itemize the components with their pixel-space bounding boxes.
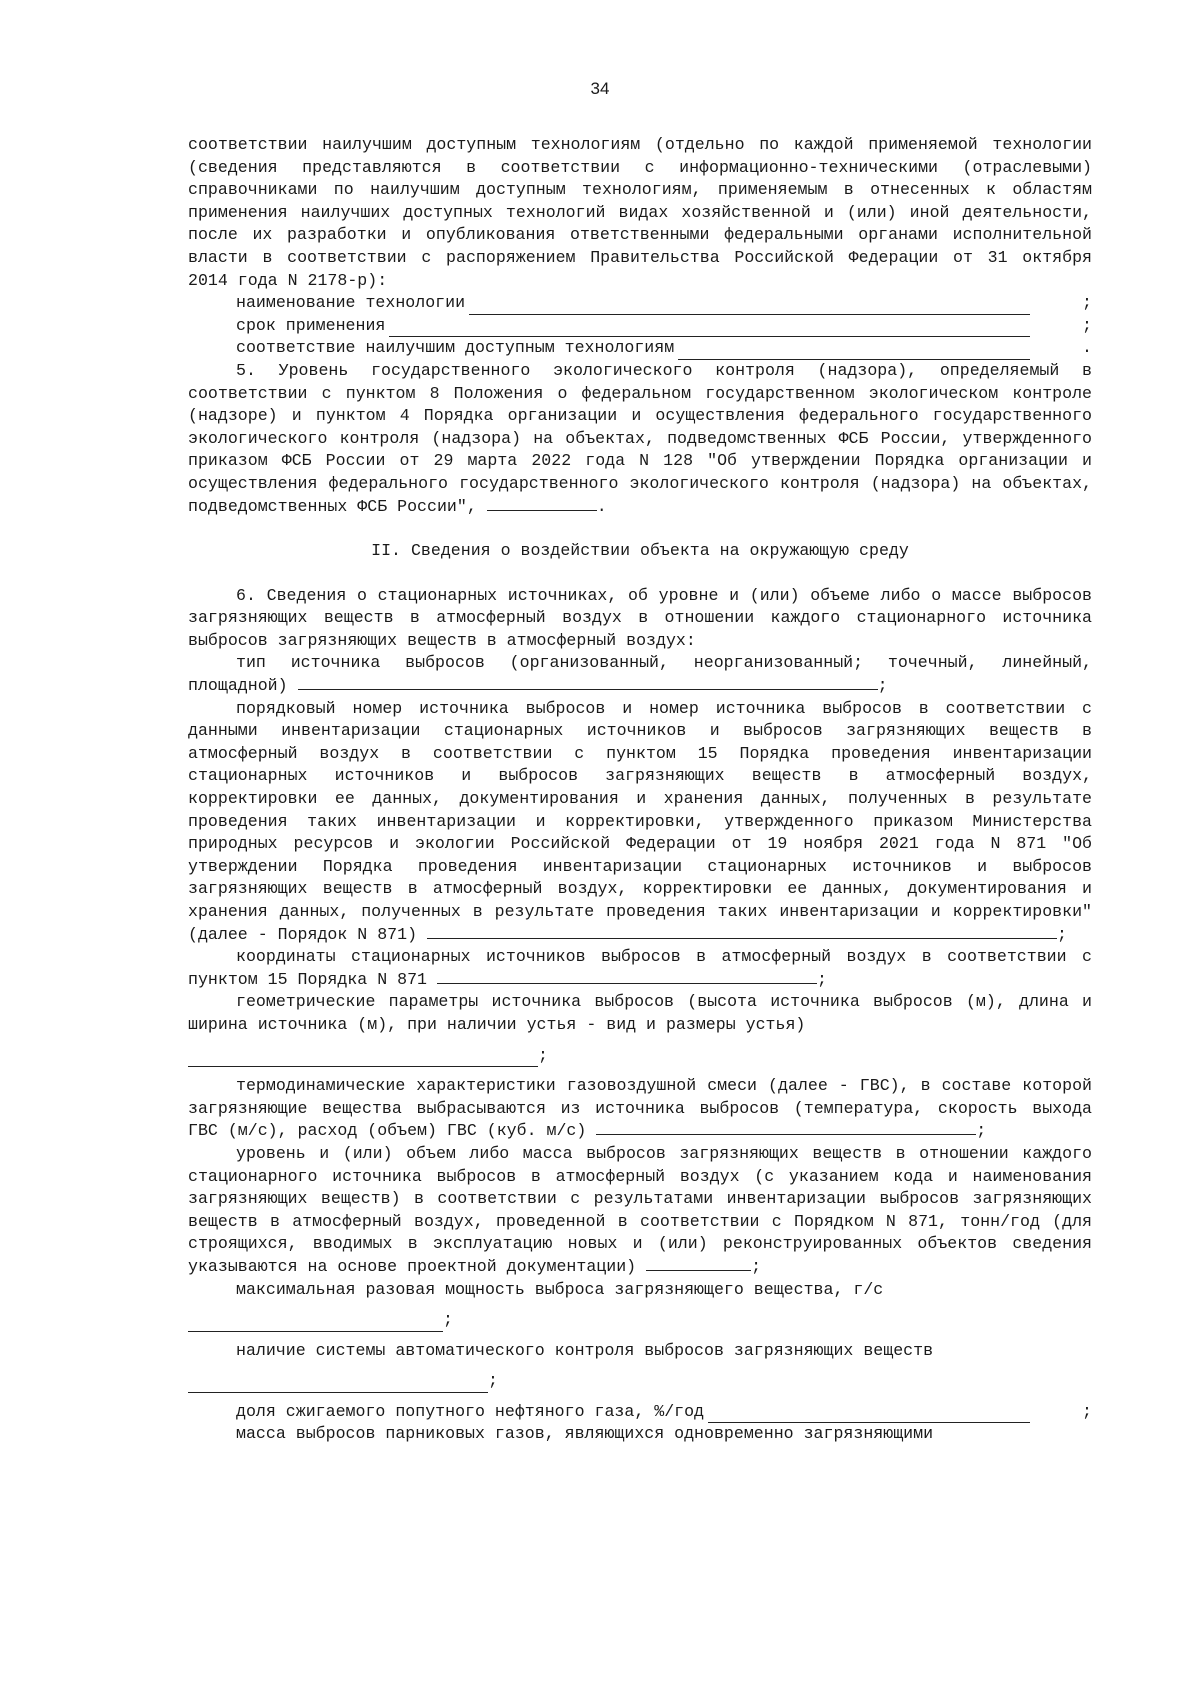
blank-line-geometry[interactable] xyxy=(188,1052,538,1067)
semicolon: ; xyxy=(488,1371,498,1391)
section-heading: II. Сведения о воздействии объекта на окружающую среду xyxy=(371,541,909,561)
page-number: 34 xyxy=(590,79,610,98)
field-label-gas-share: доля сжигаемого попутного нефтяного газа, %/год xyxy=(236,1401,705,1421)
blank-line-max-power[interactable] xyxy=(188,1317,443,1332)
field-label-bat-match: соответствие наилучшим доступным технологиям xyxy=(236,338,675,358)
document-body xyxy=(188,134,1092,1446)
field-emission-level xyxy=(188,1143,1092,1279)
field-row-tech-name xyxy=(188,292,1092,315)
semicolon: ; xyxy=(1082,1401,1092,1421)
semicolon: ; xyxy=(751,1256,762,1276)
field-max-power-blank xyxy=(188,1301,1092,1332)
field-geometry-blank xyxy=(188,1037,1092,1068)
blank-line-term[interactable] xyxy=(389,320,1030,337)
field-row-term xyxy=(188,315,1092,338)
field-label-source-type: тип источника выбросов (организованный, неорганизованный; точечный, линейный, площадной) xyxy=(188,653,1092,696)
paragraph-bat-intro: соответствии наилучшим доступным технологиям (отдельно по каждой применяемой технологии (сведения представляются в соответствии с информационно-техническими (отраслевыми) справочниками по наилучшим доступным технологиям, применяемым в отнесенных к областям применения наилучших доступных технологий видах хозяйственной и (или) иной деятельности, после их разработки и опубликования ответственными федеральными органами исполнительной власти в соответствии с распоряжением Правительства Российской Федерации от 31 октября 2014 года N 2178-р): xyxy=(188,135,1092,290)
field-row-gas-share xyxy=(188,1401,1092,1424)
field-auto-control: наличие системы автоматического контроля выбросов загрязняющих веществ xyxy=(236,1340,934,1360)
field-geometry: геометрические параметры источника выбросов (высота источника выбросов (м), длина и ширина источника (м), при наличии устья - вид и размеры устья) xyxy=(188,992,1092,1034)
paragraph-5 xyxy=(188,360,1092,518)
blank-line-serial-number[interactable] xyxy=(427,924,1057,939)
paragraph-5-text: 5. Уровень государственного экологического контроля (надзора), определяемый в соответствии с пунктом 8 Положения о федеральном государственном экологическом контроле (надзоре) и пунктом 4 Порядка организации и осуществления федерального государственного экологического контроля (надзора) на объектах, подведомственных ФСБ России, утвержденного приказом ФСБ России от 29 марта 2022 года N 128 "Об утверждении Порядка организации и осуществления федерального государственного экологического контроля (надзора) на объектах, подведомственных ФСБ России", xyxy=(188,360,1092,516)
field-thermo xyxy=(188,1075,1092,1143)
blank-line-control-level[interactable] xyxy=(487,496,597,511)
field-max-power: максимальная разовая мощность выброса загрязняющего вещества, г/с xyxy=(236,1279,884,1299)
paragraph-6: 6. Сведения о стационарных источниках, об уровне и (или) объеме либо о массе выбросов загрязняющих веществ в атмосферный воздух в отношении каждого стационарного источника выбросов загрязняющих веществ в атмосферный воздух: xyxy=(188,585,1092,650)
blank-line-bat-match[interactable] xyxy=(678,343,1030,360)
field-label-thermo: термодинамические характеристики газовоздушной смеси (далее - ГВС), в составе которой загрязняющие вещества выбрасываются из источника выбросов (температура, скорость выхода ГВС (м/с), расход (объем) ГВС (куб. м/с) xyxy=(188,1076,1092,1141)
field-label-serial-number: порядковый номер источника выбросов и номер источника выбросов в соответствии с данными инвентаризации стационарных источников и выбросов загрязняющих веществ в атмосферный воздух в соответствии с пунктом 15 Порядка проведения инвентаризации стационарных источников и выбросов загрязняющих веществ в атмосферный воздух, корректировки ее данных, документирования и хранения данных, полученных в результате проведения таких инвентаризации и корректировки, утвержденного приказом Министерства природных ресурсов и экологии Российской Федерации от 19 ноября 2021 года N 871 "Об утверждении Порядка проведения инвентаризации стационарных источников и выбросов загрязняющих веществ в атмосферный воздух, корректировки ее данных, документирования и хранения данных, полученных в результате проведения таких инвентаризации и корректировки" (далее - Порядок N 871) xyxy=(188,698,1092,944)
field-label-emission-level: уровень и (или) объем либо масса выбросов загрязняющих веществ в отношении каждого стационарного источника выбросов в атмосферный воздух (с указанием кода и наименования загрязняющих веществ) в соответствии с результатами инвентаризации выбросов загрязняющих веществ в атмосферный воздух, проведенной в соответствии с Порядком N 871, тонн/год (для строящихся, вводимых в эксплуатацию новых и (или) реконструированных объектов сведения указываются на основе проектной документации) xyxy=(188,1143,1092,1276)
semicolon: ; xyxy=(1082,315,1092,335)
blank-line-source-type[interactable] xyxy=(298,675,878,690)
blank-line-gas-share[interactable] xyxy=(708,1406,1030,1423)
field-label-term: срок применения xyxy=(236,315,386,335)
field-source-type xyxy=(188,652,1092,697)
semicolon: ; xyxy=(443,1310,453,1330)
semicolon: ; xyxy=(538,1045,548,1065)
field-coordinates xyxy=(188,946,1092,991)
field-auto-control-blank xyxy=(188,1362,1092,1393)
semicolon: ; xyxy=(976,1121,987,1141)
field-label-coordinates: координаты стационарных источников выбросов в атмосферный воздух в соответствии с пунктом 15 Порядка N 871 xyxy=(188,947,1092,989)
blank-line-thermo[interactable] xyxy=(596,1120,976,1135)
field-row-bat-match xyxy=(188,337,1092,360)
blank-line-coordinates[interactable] xyxy=(437,969,817,984)
semicolon: ; xyxy=(816,969,827,989)
field-label-tech-name: наименование технологии xyxy=(236,293,466,313)
blank-line-auto-control[interactable] xyxy=(188,1378,488,1393)
blank-line-emission-level[interactable] xyxy=(646,1256,751,1271)
semicolon: ; xyxy=(877,676,888,696)
period: . xyxy=(1082,338,1092,358)
blank-line-tech-name[interactable] xyxy=(469,298,1030,315)
semicolon: ; xyxy=(1057,924,1067,944)
semicolon: ; xyxy=(1082,293,1092,313)
field-greenhouse: масса выбросов парниковых газов, являющихся одновременно загрязняющими xyxy=(236,1424,934,1444)
field-serial-number xyxy=(188,698,1092,947)
period: . xyxy=(596,496,607,516)
